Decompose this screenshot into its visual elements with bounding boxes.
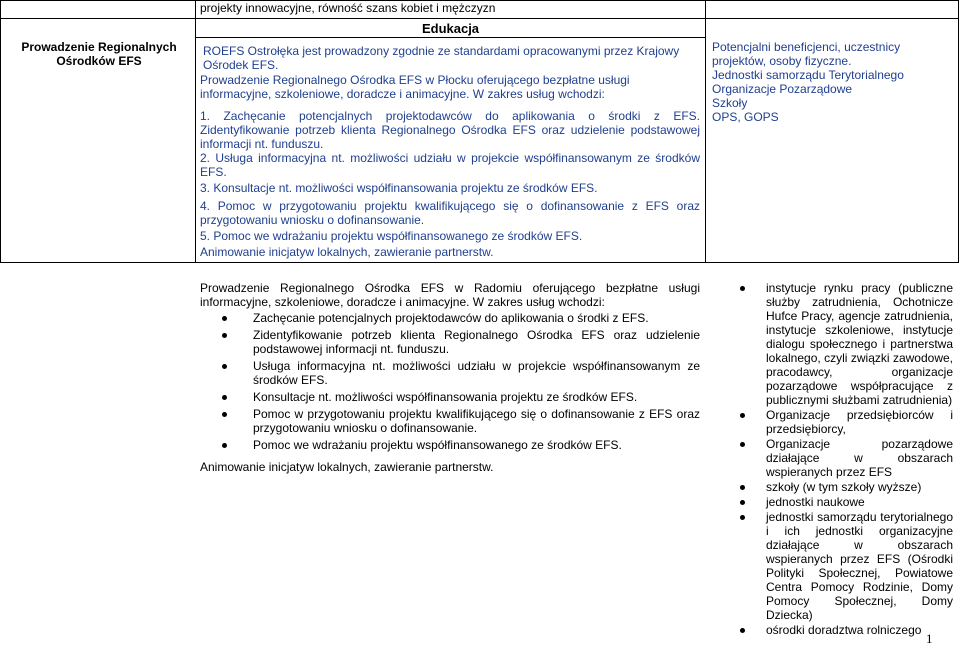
- bullet-icon: [222, 395, 227, 400]
- bullet-icon: [740, 500, 745, 505]
- list-item: [738, 480, 953, 494]
- row2-beneficiary-3: Organizacje pozarządowe działające w obszarach wspieranych przez EFS: [766, 437, 953, 479]
- bullet-icon: [740, 286, 745, 291]
- bullet-icon: [222, 316, 227, 321]
- bullet-icon: [740, 485, 745, 490]
- row2-beneficiary-6: jednostki samorządu terytorialnego i ich jednostki organizacyjne działające w obszarach wspieranych przez EFS (Ośrodki Polityki Społecznej, Powiatowe Centra Pomocy Rodzinie, Domy Pomocy Społecznej, Domy Dziecka): [766, 510, 953, 622]
- table-left-border: [0, 0, 1, 262]
- table-right-border: [958, 0, 959, 262]
- bullet-icon: [222, 364, 227, 369]
- row2-closing: Animowanie inicjatyw lokalnych, zawieranie partnerstw.: [200, 460, 494, 474]
- page-number: 1: [926, 631, 933, 646]
- col2-divider: [705, 0, 706, 262]
- bullet-icon: [740, 413, 745, 418]
- list-item: [738, 623, 953, 637]
- list-item: [200, 311, 700, 325]
- row1-description: [200, 0, 700, 262]
- list-item: [200, 438, 700, 452]
- bullet-icon: [740, 628, 745, 633]
- row1-beneficiary-3: Organizacje Pozarządowe: [712, 82, 853, 96]
- bullet-icon: [222, 333, 227, 338]
- section-header: Edukacja: [421, 21, 480, 36]
- col1-divider: [195, 0, 196, 262]
- row2-beneficiary-1: instytucje rynku pracy (publiczne służby zatrudnienia, Ochotnicze Hufce Pracy, agencje zatrudnienia, instytucje szkoleniowe, instytucje dialogu społecznego i partnerstwa lokalnego, czyli związki zawodowe, pracodawcy, organizacje pozarządowe współpracujące z publicznymi służbami zatrudnienia): [766, 281, 953, 407]
- list-item: [738, 408, 953, 436]
- row2-services-list: [200, 311, 700, 455]
- list-item: [200, 328, 700, 356]
- list-item: [738, 437, 953, 479]
- list-item: [738, 495, 953, 509]
- row2-service-6: Pomoc we wdrażaniu projektu współfinansowanego ze środków EFS.: [253, 438, 622, 452]
- row1-intro1: ROEFS Ostrołęka jest prowadzony zgodnie ze standardami opracowanymi przez Krajowy Ośrodek EFS.: [203, 44, 680, 72]
- list-item: [200, 359, 700, 387]
- row2-service-3: Usługa informacyjna nt. możliwości udziału w projekcie współfinansowanym ze środków EFS.: [253, 359, 700, 387]
- row2-intro: Prowadzenie Regionalnego Ośrodka EFS w Radomiu oferującego bezpłatne usługi informacyjne, szkoleniowe, doradcze i animacyjne. W zakres usług wchodzi:: [200, 281, 700, 309]
- row1-beneficiary-1: Potencjalni beneficjenci, uczestnicy projektów, osoby fizyczne.: [712, 40, 901, 68]
- list-item: [200, 390, 700, 404]
- row2-beneficiary-7: ośrodki doradztwa rolniczego: [766, 623, 922, 637]
- bullet-icon: [740, 515, 745, 520]
- row1-item-3: 3. Konsultacje nt. możliwości współfinansowania projektu ze środków EFS.: [200, 181, 598, 195]
- row2-service-2: Zidentyfikowanie potrzeb klienta Regionalnego Ośrodka EFS oraz udzielenie podstawowej informacji nt. funduszu.: [253, 328, 700, 356]
- row1-project-name: Prowadzenie Regionalnych Ośrodków EFS: [21, 40, 177, 68]
- row2-beneficiaries-list: [738, 281, 953, 638]
- row1-beneficiary-5: OPS, GOPS: [712, 110, 779, 124]
- row1-item-2: 2. Usługa informacyjna nt. możliwości udziału w projekcie współfinansowanym ze środków EFS.: [200, 151, 700, 179]
- row1-beneficiary-2: Jednostki samorządu Terytorialnego: [712, 68, 904, 82]
- row1-intro2: Prowadzenie Regionalnego Ośrodka EFS w Płocku oferującego bezpłatne usługi informacyjne, szkoleniowe, doradcze i animacyjne. W zakres usług wchodzi:: [200, 73, 630, 101]
- row2-service-1: Zachęcanie potencjalnych projektodawców do aplikowania o środki z EFS.: [253, 311, 649, 325]
- list-item: [738, 510, 953, 622]
- top-row-text: projekty innowacyjne, równość szans kobiet i mężczyzn: [200, 1, 496, 15]
- row1-beneficiary-4: Szkoły: [712, 96, 748, 110]
- row1-closing: Animowanie inicjatyw lokalnych, zawieranie partnerstw.: [200, 245, 494, 259]
- row1-item-1: 1. Zachęcanie potencjalnych projektodawców do aplikowania o środki z EFS. Zidentyfikowanie potrzeb klienta Regionalnego Ośrodka EFS oraz udzielenie podstawowej informacji nt. funduszu.: [200, 109, 700, 151]
- row2-service-4: Konsultacje nt. możliwości współfinansowania projektu ze środków EFS.: [253, 390, 638, 404]
- row2-beneficiary-4: szkoły (w tym szkoły wyższe): [766, 480, 922, 494]
- bullet-icon: [222, 412, 227, 417]
- bullet-icon: [222, 443, 227, 448]
- list-item: [200, 407, 700, 435]
- row2-beneficiary-5: jednostki naukowe: [766, 495, 865, 509]
- row2-service-5: Pomoc w przygotowaniu projektu kwalifikującego się o dofinansowanie z EFS oraz przygotowaniu wniosku o dofinansowanie.: [253, 407, 700, 435]
- row2-beneficiary-2: Organizacje przedsiębiorców i przedsiębiorcy,: [766, 408, 953, 436]
- row1-bottom-border: [0, 262, 959, 263]
- row1-item-5: 5. Pomoc we wdrażaniu projektu współfinansowanego ze środków EFS.: [200, 229, 583, 243]
- bullet-icon: [740, 442, 745, 447]
- row1-beneficiaries: [712, 0, 956, 262]
- row1-item-4: 4. Pomoc w przygotowaniu projektu kwalifikującego się o dofinansowanie z EFS oraz przygotowaniu wniosku o dofinansowanie.: [200, 199, 700, 227]
- list-item: [738, 281, 953, 407]
